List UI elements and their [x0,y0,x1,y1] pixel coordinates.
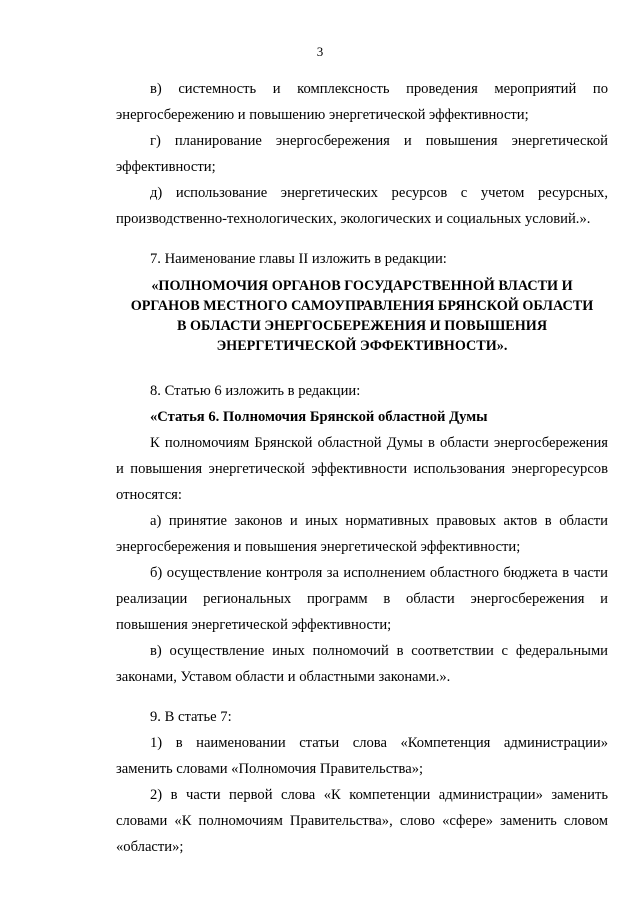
paragraph-item-d: д) использование энергетических ресурсов с учетом ресурсных, производственно-технологических, экологических и социальных условий.». [116,185,608,227]
paragraph-item-v2: в) осуществление иных полномочий в соответствии с федеральными законами, Уставом области и областными законами.». [116,643,608,685]
article-6-title: «Статья 6. Полномочия Брянской областной Думы [150,409,488,425]
chapter-heading-line: ОРГАНОВ МЕСТНОГО САМОУПРАВЛЕНИЯ БРЯНСКОЙ ОБЛАСТИ [130,298,594,314]
paragraph-article-6-intro: К полномочиям Брянской областной Думы в области энергосбережения и повышения энергетической эффективности использования энергоресурсов относятся: [116,435,608,503]
chapter-heading [116,276,608,356]
paragraph-subitem-2: 2) в части первой слова «К компетенции администрации» заменить словами «К полномочиям Правительства», слово «сфере» заменить словом «области»; [116,787,608,855]
chapter-heading-line: «ПОЛНОМОЧИЯ ОРГАНОВ ГОСУДАРСТВЕННОЙ ВЛАСТИ И [151,278,573,294]
paragraph-section-9: 9. В статье 7: [150,709,232,725]
paragraph-item-a: а) принятие законов и иных нормативных правовых актов в области энергосбережения и повышения энергетической эффективности; [116,513,608,555]
paragraph-item-g: г) планирование энергосбережения и повышения энергетической эффективности; [116,133,608,175]
paragraph-subitem-1: 1) в наименовании статьи слова «Компетенция администрации» заменить словами «Полномочия Правительства»; [116,735,608,777]
paragraph-section-7: 7. Наименование главы II изложить в редакции: [150,251,447,267]
page-number: 3 [316,44,324,59]
document-body [116,76,608,860]
chapter-heading-line: В ОБЛАСТИ ЭНЕРГОСБЕРЕЖЕНИЯ И ПОВЫШЕНИЯ [176,318,548,334]
chapter-heading-line: ЭНЕРГЕТИЧЕСКОЙ ЭФФЕКТИВНОСТИ». [216,338,508,354]
paragraph-item-v: в) системность и комплексность проведения мероприятий по энергосбережению и повышению энергетической эффективности; [116,81,608,123]
paragraph-section-8: 8. Статью 6 изложить в редакции: [150,383,361,399]
paragraph-item-b: б) осуществление контроля за исполнением областного бюджета в части реализации региональных программ в области энергосбережения и повышения энергетической эффективности; [116,565,608,633]
